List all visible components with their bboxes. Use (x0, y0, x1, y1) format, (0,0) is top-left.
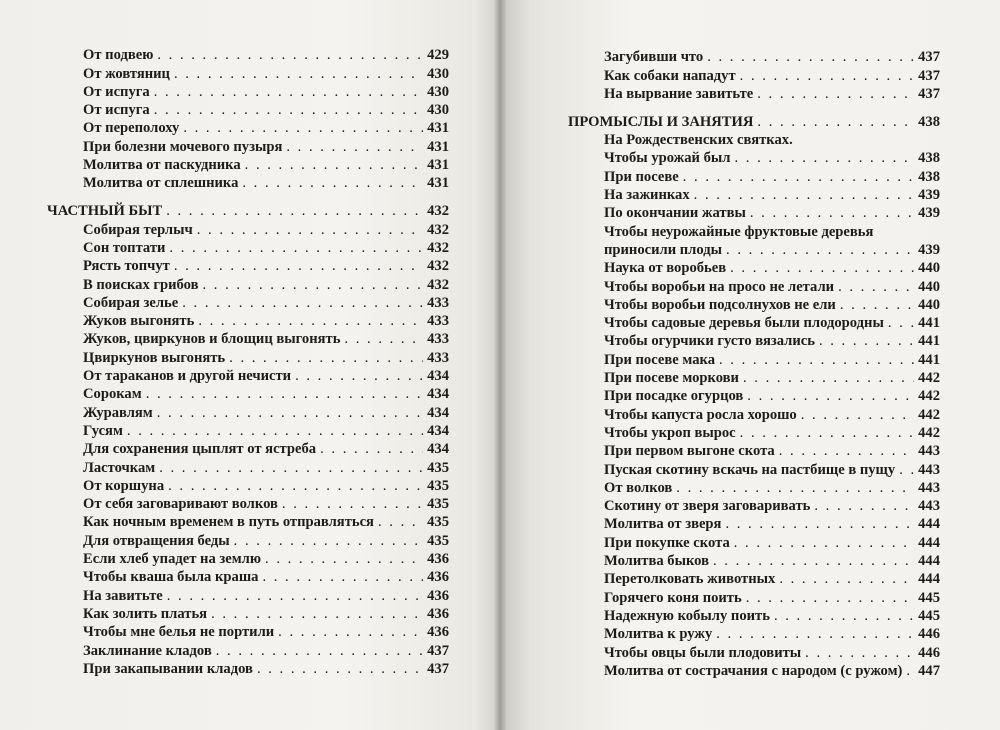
toc-entry (568, 149, 940, 167)
dot-leader (216, 642, 423, 660)
toc-entry (47, 294, 449, 312)
toc-entry-title: От волков (604, 479, 673, 496)
toc-entry-title: Чтобы мне белья не портили (83, 624, 275, 641)
toc-entry-title: От испуга (83, 102, 150, 119)
toc-entry-title: Собирая терлыч (83, 221, 193, 238)
toc-page-number: 443 (918, 443, 940, 460)
toc-entry (568, 460, 940, 478)
toc-entry-title: Ласточкам (83, 459, 156, 476)
toc-entry (568, 588, 940, 606)
toc-entry-title: Гусям (83, 422, 123, 439)
toc-entry (568, 350, 940, 368)
toc-page-number: 437 (427, 660, 449, 677)
toc-entry (568, 277, 940, 295)
toc-page-number: 444 (918, 553, 940, 570)
toc-entry (47, 513, 449, 531)
toc-entry-title: При болезни мочевого пузыря (83, 138, 283, 155)
toc-entry-title: На завитьте (83, 587, 163, 604)
toc-page-number: 432 (427, 239, 449, 256)
toc-page-number: 435 (427, 459, 449, 476)
toc-entry-title: Молитва от сострачания с народом (с ружом) (604, 662, 903, 679)
toc-page-number: 430 (427, 102, 449, 119)
dot-leader (757, 85, 914, 103)
toc-entry (47, 119, 449, 137)
toc-page-number: 439 (918, 241, 940, 258)
dot-leader (159, 459, 423, 477)
toc-entry-title: На Рождественских святках. (604, 132, 793, 149)
toc-entry (568, 222, 940, 240)
dot-leader (198, 312, 423, 330)
toc-entry-title: Жуков, цвиркунов и блощиц выгонять (83, 331, 341, 348)
toc-entry (568, 607, 940, 625)
left-page (0, 0, 494, 730)
toc-entry (568, 314, 940, 332)
toc-entry (568, 424, 940, 442)
toc-entry-title: ЧАСТНЫЙ БЫТ (47, 203, 163, 220)
toc-page-number: 431 (427, 175, 449, 192)
toc-page-number: 437 (918, 67, 940, 84)
toc-entry-title: Чтобы кваша была краша (83, 569, 259, 586)
toc-page-number: 435 (427, 496, 449, 513)
dot-leader (888, 314, 914, 332)
toc-entry (568, 259, 940, 277)
toc-entry-title: От подвею (83, 47, 154, 64)
dot-leader (746, 589, 914, 607)
toc-entry-title: На зажинках (604, 187, 690, 204)
toc-entry (47, 586, 449, 604)
toc-page-number: 434 (427, 441, 449, 458)
toc-entry (47, 385, 449, 403)
toc-entry (568, 442, 940, 460)
dot-leader (157, 46, 423, 64)
toc-entry (47, 348, 449, 366)
toc-entry (568, 387, 940, 405)
dot-leader (757, 113, 914, 131)
toc-entry-title: При посеве (604, 168, 679, 185)
toc-page-number: 444 (918, 534, 940, 551)
toc-entry (568, 662, 940, 680)
toc-page-number: 440 (918, 260, 940, 277)
toc-page-number: 436 (427, 624, 449, 641)
toc-entry-title: Молитва быков (604, 553, 709, 570)
toc-entry-title: От себя заговаривают волков (83, 496, 278, 513)
dot-leader (840, 296, 914, 314)
toc-page-number: 440 (918, 278, 940, 295)
toc-entry-title: При посеве моркови (604, 370, 739, 387)
dot-leader (154, 101, 423, 119)
toc-page-number: 445 (918, 589, 940, 606)
dot-leader (157, 404, 423, 422)
dot-leader (262, 568, 423, 586)
dot-leader (168, 477, 423, 495)
toc-entry (47, 46, 449, 64)
toc-page-number: 432 (427, 276, 449, 293)
toc-entry-title: Наука от воробьев (604, 260, 727, 277)
toc-entry (47, 477, 449, 495)
toc-entry-title: Загубивши что (604, 49, 704, 66)
toc-page-number: 442 (918, 406, 940, 423)
left-toc-list (47, 46, 449, 678)
toc-entry-title: Чтобы неурожайные фруктовые деревья (604, 223, 874, 240)
toc-entry (47, 641, 449, 659)
dot-leader (801, 406, 914, 424)
dot-leader (286, 138, 423, 156)
toc-page-number: 443 (918, 461, 940, 478)
toc-entry-title: Молитва от зверя (604, 516, 722, 533)
toc-entry (47, 550, 449, 568)
toc-entry (568, 167, 940, 185)
toc-section-heading (568, 103, 940, 131)
dot-leader (779, 570, 914, 588)
toc-page-number: 433 (427, 349, 449, 366)
dot-leader (906, 662, 914, 680)
toc-page-number: 431 (427, 120, 449, 137)
toc-entry-title: Чтобы огурчики густо вязались (604, 333, 815, 350)
toc-page-number: 433 (427, 313, 449, 330)
toc-entry (568, 85, 940, 103)
right-page (506, 0, 1000, 730)
toc-entry (568, 552, 940, 570)
toc-entry-title: Сорокам (83, 386, 142, 403)
toc-entry (47, 458, 449, 476)
dot-leader (734, 534, 914, 552)
toc-entry-title: Как собаки нападут (604, 67, 736, 84)
toc-entry (568, 66, 940, 84)
dot-leader (899, 461, 914, 479)
dot-leader (694, 186, 914, 204)
toc-entry-title: Молитва от сплешника (83, 175, 239, 192)
toc-entry-title: Как золить платья (83, 605, 208, 622)
toc-page-number: 438 (918, 150, 940, 167)
toc-entry-title: Чтобы укроп вырос (604, 424, 736, 441)
book-gutter (494, 0, 506, 730)
dot-leader (127, 422, 423, 440)
toc-entry-title: Молитва от паскудника (83, 157, 241, 174)
toc-page-number: 435 (427, 532, 449, 549)
dot-leader (229, 349, 423, 367)
toc-entry (568, 497, 940, 515)
toc-page-number: 447 (918, 662, 940, 679)
toc-page-number: 431 (427, 157, 449, 174)
toc-page-number: 439 (918, 187, 940, 204)
toc-entry-title: Пуская скотину вскачь на пастбище в пущу (604, 461, 896, 478)
dot-leader (378, 513, 423, 531)
toc-page-number: 440 (918, 296, 940, 313)
dot-leader (174, 65, 423, 83)
dot-leader (683, 168, 914, 186)
dot-leader (719, 351, 914, 369)
dot-leader (814, 497, 914, 515)
dot-leader (750, 204, 914, 222)
toc-entry (47, 137, 449, 155)
toc-entry (568, 186, 940, 204)
toc-page-number: 441 (918, 333, 940, 350)
dot-leader (211, 605, 423, 623)
toc-entry (568, 48, 940, 66)
toc-page-number: 441 (918, 315, 940, 332)
toc-page-number: 442 (918, 424, 940, 441)
toc-entry (568, 643, 940, 661)
toc-page-number: 443 (918, 479, 940, 496)
dot-leader (154, 83, 423, 101)
toc-entry-title: Жуков выгонять (83, 313, 195, 330)
toc-page-number: 433 (427, 294, 449, 311)
toc-entry (47, 531, 449, 549)
toc-entry-title: При закапывании кладов (83, 660, 253, 677)
dot-leader (676, 479, 914, 497)
toc-entry (47, 605, 449, 623)
toc-entry-title: Для отвращения беды (83, 532, 230, 549)
toc-page-number: 434 (427, 368, 449, 385)
dot-leader (257, 660, 423, 678)
toc-page-number: 429 (427, 47, 449, 64)
toc-entry (47, 495, 449, 513)
dot-leader (344, 330, 423, 348)
toc-entry-title: Надежную кобылу поить (604, 607, 770, 624)
dot-leader (245, 156, 423, 174)
toc-entry-title: Молитва к ружу (604, 626, 713, 643)
toc-entry-title: Для сохранения цыплят от ястреба (83, 441, 317, 458)
dot-leader (740, 424, 914, 442)
toc-page-number: 444 (918, 571, 940, 588)
toc-page-number: 436 (427, 605, 449, 622)
toc-page-number: 436 (427, 551, 449, 568)
toc-entry (47, 422, 449, 440)
toc-page-number: 436 (427, 587, 449, 604)
toc-page-number: 442 (918, 370, 940, 387)
dot-leader (747, 387, 914, 405)
toc-entry-title: Сон топтати (83, 239, 166, 256)
toc-entry-title: Чтобы садовые деревья были плодородны (604, 315, 884, 332)
dot-leader (805, 644, 914, 662)
toc-entry (568, 332, 940, 350)
toc-page-number: 434 (427, 422, 449, 439)
toc-entry-title: Заклинание кладов (83, 642, 212, 659)
dot-leader (725, 515, 914, 533)
toc-entry (47, 101, 449, 119)
toc-entry (47, 440, 449, 458)
toc-entry-title: Чтобы овцы были плодовиты (604, 644, 802, 661)
toc-entry (47, 312, 449, 330)
toc-page-number: 435 (427, 514, 449, 531)
dot-leader (278, 623, 423, 641)
toc-page-number: 437 (918, 49, 940, 66)
toc-entry (47, 367, 449, 385)
dot-leader (730, 259, 914, 277)
dot-leader (282, 495, 423, 513)
toc-page-number: 446 (918, 626, 940, 643)
dot-leader (146, 385, 423, 403)
toc-entry-title: Как ночным временем в путь отправляться (83, 514, 374, 531)
toc-page-number: 431 (427, 138, 449, 155)
dot-leader (234, 532, 423, 550)
toc-entry-title: Скотину от зверя заговаривать (604, 498, 811, 515)
toc-entry-title: От переполоху (83, 120, 180, 137)
toc-entry-title: Собирая зелье (83, 294, 179, 311)
dot-leader (174, 257, 423, 275)
toc-entry (47, 623, 449, 641)
dot-leader (169, 239, 423, 257)
dot-leader (242, 174, 423, 192)
toc-entry-title: В поисках грибов (83, 276, 199, 293)
toc-page-number: 430 (427, 83, 449, 100)
dot-leader (202, 276, 423, 294)
toc-page-number: 437 (427, 642, 449, 659)
toc-entry (47, 83, 449, 101)
toc-page-number: 443 (918, 498, 940, 515)
right-toc-list (568, 48, 940, 680)
toc-entry-title: Чтобы воробьи подсолнухов не ели (604, 296, 836, 313)
dot-leader (265, 550, 423, 568)
toc-entry (47, 156, 449, 174)
toc-entry (568, 479, 940, 497)
toc-page-number: 433 (427, 331, 449, 348)
toc-entry (568, 204, 940, 222)
toc-entry-title: Чтобы капуста росла хорошо (604, 406, 797, 423)
toc-entry (47, 330, 449, 348)
dot-leader (707, 48, 914, 66)
toc-entry (568, 405, 940, 423)
toc-page-number: 444 (918, 516, 940, 533)
dot-leader (167, 587, 423, 605)
toc-page-number: 438 (918, 113, 940, 130)
toc-page-number: 438 (918, 168, 940, 185)
toc-page-number: 434 (427, 386, 449, 403)
dot-leader (726, 241, 914, 259)
toc-page-number: 437 (918, 85, 940, 102)
toc-entry-title: При посеве мака (604, 351, 715, 368)
toc-page-number: 434 (427, 404, 449, 421)
toc-entry-title: От испуга (83, 83, 150, 100)
dot-leader (740, 67, 914, 85)
dot-leader (743, 369, 914, 387)
toc-page-number: 432 (427, 203, 449, 220)
dot-leader (166, 202, 423, 220)
toc-entry (568, 515, 940, 533)
toc-entry (568, 241, 940, 259)
toc-entry-title: При покупке скота (604, 534, 730, 551)
toc-entry-title: На вырвание завитьте (604, 85, 754, 102)
dot-leader (774, 607, 914, 625)
toc-entry (47, 239, 449, 257)
toc-entry-title: По окончании жатвы (604, 205, 746, 222)
dot-leader (713, 552, 914, 570)
dot-leader (838, 278, 914, 296)
toc-entry (47, 660, 449, 678)
toc-page-number: 445 (918, 607, 940, 624)
dot-leader (197, 221, 423, 239)
toc-entry (47, 275, 449, 293)
toc-entry (47, 568, 449, 586)
dot-leader (320, 440, 423, 458)
toc-entry-title: При посадке огурцов (604, 388, 744, 405)
dot-leader (779, 442, 914, 460)
toc-entry (47, 64, 449, 82)
toc-entry-title: Журавлям (83, 404, 153, 421)
toc-entry (568, 369, 940, 387)
toc-page-number: 442 (918, 388, 940, 405)
toc-entry (568, 533, 940, 551)
toc-entry (47, 174, 449, 192)
toc-entry-title: Горячего коня поить (604, 589, 742, 606)
toc-entry-title: Цвиркунов выгонять (83, 349, 226, 366)
toc-page-number: 430 (427, 65, 449, 82)
toc-entry (47, 403, 449, 421)
toc-page-number: 435 (427, 477, 449, 494)
toc-section-heading (47, 192, 449, 220)
toc-entry (568, 131, 940, 149)
toc-page-number: 432 (427, 221, 449, 238)
dot-leader (716, 625, 914, 643)
toc-entry-title: От тараканов и другой нечисти (83, 368, 292, 385)
dot-leader (819, 332, 914, 350)
dot-leader (182, 294, 423, 312)
toc-entry (568, 296, 940, 314)
dot-leader (734, 149, 914, 167)
toc-page-number: 432 (427, 258, 449, 275)
toc-entry (568, 625, 940, 643)
dot-leader (295, 367, 423, 385)
toc-page-number: 436 (427, 569, 449, 586)
toc-entry-title: От коршуна (83, 477, 165, 494)
toc-page-number: 446 (918, 644, 940, 661)
toc-page-number: 439 (918, 205, 940, 222)
toc-entry-title: От жовтяниц (83, 65, 170, 82)
toc-entry-title: Если хлеб упадет на землю (83, 551, 262, 568)
toc-entry-title: приносили плоды (604, 241, 723, 258)
toc-entry-title: ПРОМЫСЛЫ И ЗАНЯТИЯ (568, 113, 754, 130)
toc-entry-title: При первом выгоне скота (604, 443, 775, 460)
toc-entry-title: Чтобы воробьи на просо не летали (604, 278, 835, 295)
toc-entry-title: Перетолковать животных (604, 571, 776, 588)
toc-page-number: 441 (918, 351, 940, 368)
toc-entry (47, 257, 449, 275)
dot-leader (183, 119, 423, 137)
toc-entry (47, 220, 449, 238)
toc-entry-title: Рясть топчут (83, 258, 170, 275)
toc-entry (568, 570, 940, 588)
toc-entry-title: Чтобы урожай был (604, 150, 731, 167)
